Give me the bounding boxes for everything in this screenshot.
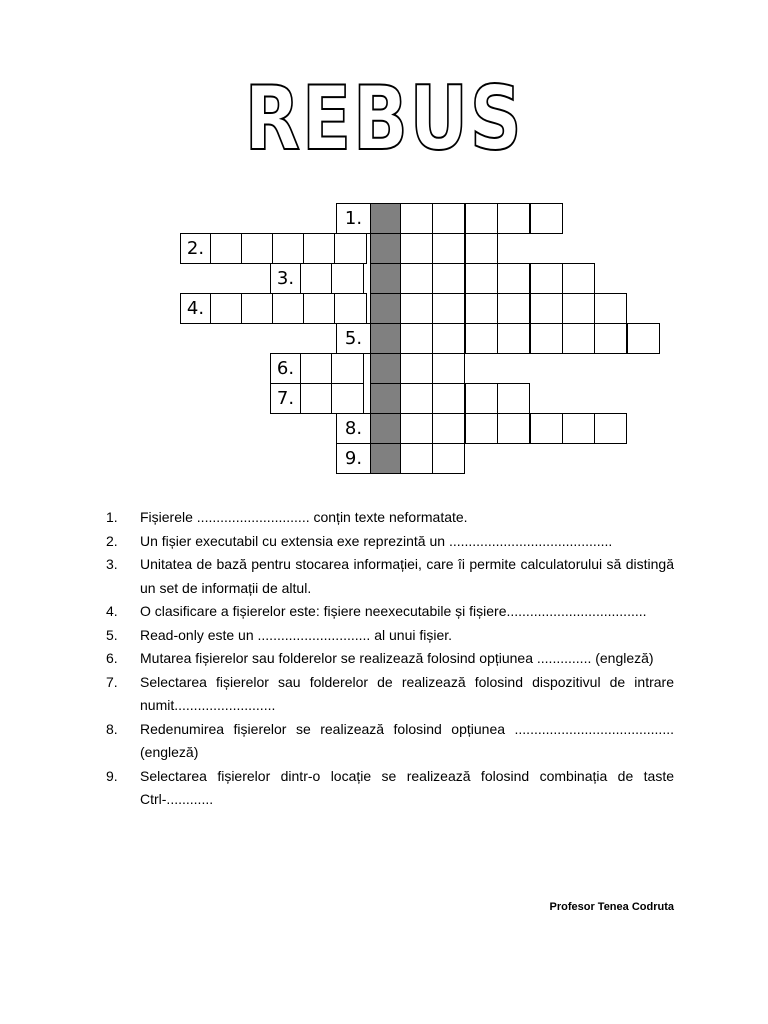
solution-cell[interactable] bbox=[370, 443, 401, 474]
crossword-cell[interactable] bbox=[497, 323, 530, 354]
clue-item bbox=[106, 506, 674, 530]
clue-text: Mutarea fișierelor sau folderelor se realizează folosind opțiunea .............. (engleză) bbox=[140, 650, 654, 666]
crossword-cell[interactable] bbox=[303, 293, 336, 324]
clue-list bbox=[106, 506, 674, 812]
crossword-cell[interactable] bbox=[272, 293, 305, 324]
crossword-cell[interactable] bbox=[400, 233, 433, 264]
crossword-cell[interactable] bbox=[562, 263, 595, 294]
clue-number: 1. bbox=[106, 509, 118, 525]
crossword-cell[interactable] bbox=[497, 203, 530, 234]
crossword-cell[interactable] bbox=[465, 263, 498, 294]
clue-item bbox=[106, 600, 674, 624]
crossword-cell[interactable] bbox=[400, 293, 433, 324]
clue-item bbox=[106, 671, 674, 718]
clue-number: 9. bbox=[106, 767, 118, 784]
clue-text: O clasificare a fișierelor este: fișiere neexecutabile și fișiere.................................... bbox=[140, 603, 647, 619]
crossword-cell[interactable] bbox=[272, 233, 305, 264]
crossword-cell[interactable] bbox=[594, 413, 627, 444]
crossword-cell[interactable] bbox=[594, 293, 627, 324]
clue-text: Selectarea fișierelor dintr-o locație se realizează folosind combinația de taste Ctrl-............ bbox=[140, 767, 674, 807]
clue-item bbox=[106, 553, 674, 600]
crossword-cell[interactable] bbox=[530, 413, 563, 444]
clue-number: 2. bbox=[106, 532, 118, 549]
solution-cell[interactable] bbox=[370, 293, 401, 324]
crossword-cell[interactable] bbox=[400, 413, 433, 444]
crossword-cell[interactable] bbox=[331, 263, 364, 294]
crossword-cell[interactable] bbox=[334, 293, 367, 324]
crossword-cell[interactable] bbox=[465, 383, 498, 414]
crossword-cell[interactable] bbox=[465, 413, 498, 444]
crossword-cell[interactable] bbox=[331, 353, 364, 384]
clue-item bbox=[106, 530, 674, 554]
crossword-cell[interactable] bbox=[432, 233, 465, 264]
crossword-cell[interactable] bbox=[497, 263, 530, 294]
clue-text: Un fișier executabil cu extensia exe reprezintă un .......................................... bbox=[140, 532, 613, 549]
crossword-cell[interactable] bbox=[562, 293, 595, 324]
crossword-cell[interactable] bbox=[300, 383, 333, 414]
crossword-cell[interactable] bbox=[465, 233, 498, 264]
crossword-cell[interactable] bbox=[465, 293, 498, 324]
crossword-cell[interactable] bbox=[562, 413, 595, 444]
crossword-cell[interactable] bbox=[400, 353, 433, 384]
row-number-5: 5. bbox=[336, 323, 371, 354]
crossword-cell[interactable] bbox=[562, 323, 595, 354]
crossword-cell[interactable] bbox=[331, 383, 364, 414]
crossword-cell[interactable] bbox=[241, 293, 274, 324]
solution-cell[interactable] bbox=[370, 203, 401, 234]
clue-item bbox=[106, 765, 674, 812]
row-number-7: 7. bbox=[270, 383, 301, 414]
crossword-cell[interactable] bbox=[300, 263, 333, 294]
clue-text: Fișierele ............................. conțin texte neformatate. bbox=[140, 509, 468, 525]
crossword-cell[interactable] bbox=[400, 263, 433, 294]
crossword-cell[interactable] bbox=[400, 443, 433, 474]
clue-text: Redenumirea fișierelor se realizează folosind opțiunea ......................................... (engleză) bbox=[140, 720, 674, 760]
crossword-cell[interactable] bbox=[497, 293, 530, 324]
crossword-cell[interactable] bbox=[497, 413, 530, 444]
crossword-cell[interactable] bbox=[432, 353, 465, 384]
crossword-cell[interactable] bbox=[400, 323, 433, 354]
crossword-cell[interactable] bbox=[210, 233, 243, 264]
solution-cell[interactable] bbox=[370, 323, 401, 354]
solution-cell[interactable] bbox=[370, 353, 401, 384]
clue-item bbox=[106, 647, 674, 671]
clue-text: Selectarea fișierelor sau folderelor de realizează folosind dispozitivul de intrare numit.......................... bbox=[140, 673, 674, 713]
clue-number: 5. bbox=[106, 626, 118, 643]
crossword-cell[interactable] bbox=[432, 383, 465, 414]
crossword-cell[interactable] bbox=[530, 293, 563, 324]
author-credit: Profesor Tenea Codruta bbox=[549, 901, 674, 913]
crossword-cell[interactable] bbox=[300, 353, 333, 384]
crossword-cell[interactable] bbox=[432, 323, 465, 354]
crossword-cell[interactable] bbox=[400, 383, 433, 414]
crossword-cell[interactable] bbox=[400, 203, 433, 234]
crossword-cell[interactable] bbox=[594, 323, 627, 354]
clue-number: 7. bbox=[106, 673, 118, 690]
clue-number: 6. bbox=[106, 650, 118, 666]
clue-item bbox=[106, 624, 674, 648]
crossword-cell[interactable] bbox=[432, 443, 465, 474]
crossword-cell[interactable] bbox=[432, 263, 465, 294]
crossword-cell[interactable] bbox=[241, 233, 274, 264]
row-number-9: 9. bbox=[336, 443, 371, 474]
clue-text: Read-only este un ............................. al unui fișier. bbox=[140, 626, 453, 643]
solution-cell[interactable] bbox=[370, 263, 401, 294]
row-number-3: 3. bbox=[270, 263, 301, 294]
row-number-8: 8. bbox=[336, 413, 371, 444]
crossword-cell[interactable] bbox=[530, 323, 563, 354]
solution-cell[interactable] bbox=[370, 413, 401, 444]
row-number-4: 4. bbox=[180, 293, 211, 324]
clue-item bbox=[106, 718, 674, 765]
crossword-cell[interactable] bbox=[432, 413, 465, 444]
row-number-1: 1. bbox=[336, 203, 371, 234]
solution-cell[interactable] bbox=[370, 233, 401, 264]
crossword-cell[interactable] bbox=[627, 323, 660, 354]
crossword-cell[interactable] bbox=[303, 233, 336, 264]
crossword-cell[interactable] bbox=[530, 263, 563, 294]
crossword-cell[interactable] bbox=[432, 293, 465, 324]
row-number-2: 2. bbox=[180, 233, 211, 264]
crossword-cell[interactable] bbox=[432, 203, 465, 234]
page-title: REBUS bbox=[244, 67, 524, 170]
crossword-cell[interactable] bbox=[334, 233, 367, 264]
crossword-cell[interactable] bbox=[465, 323, 498, 354]
crossword-cell[interactable] bbox=[210, 293, 243, 324]
clue-number: 3. bbox=[106, 556, 118, 572]
row-number-6: 6. bbox=[270, 353, 301, 384]
crossword-cell[interactable] bbox=[497, 383, 530, 414]
crossword-cell[interactable] bbox=[465, 203, 498, 234]
clue-text: Unitatea de bază pentru stocarea informației, care îi permite calculatorului să distingă un set de informații de altul. bbox=[140, 556, 674, 596]
clue-number: 4. bbox=[106, 603, 118, 619]
clue-number: 8. bbox=[106, 720, 118, 737]
solution-cell[interactable] bbox=[370, 383, 401, 414]
crossword-grid bbox=[0, 0, 768, 490]
crossword-cell[interactable] bbox=[530, 203, 563, 234]
